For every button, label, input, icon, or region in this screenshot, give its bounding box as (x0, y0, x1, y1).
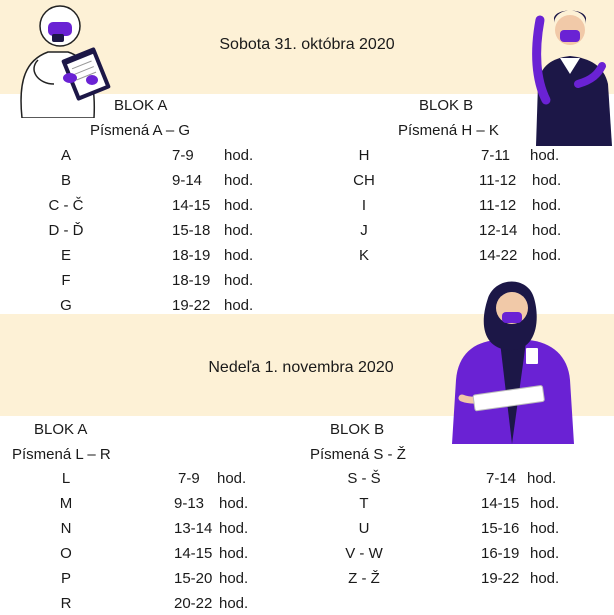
row-unit: hod. (219, 570, 249, 587)
row-time: 14-22 (479, 247, 518, 264)
row-time: 15-16 (481, 520, 520, 537)
row-unit: hod. (532, 247, 562, 264)
row-time: 7-14 (486, 470, 517, 487)
row-time: 9-13 (174, 495, 205, 512)
row-unit: hod. (219, 520, 249, 537)
row-unit: hod. (224, 247, 254, 264)
row-unit: hod. (224, 297, 254, 314)
row-time: 11-12 (479, 197, 517, 214)
row-time: 20-22 (174, 595, 213, 612)
row-letter: V - W (345, 545, 383, 562)
block-a-title: BLOK A (114, 97, 168, 114)
row-letter: A (60, 147, 71, 164)
row-letter: H (358, 147, 370, 164)
row-time: 7-9 (172, 147, 194, 164)
block-b-letters: Písmená S - Ž (310, 446, 406, 463)
block-b-title: BLOK B (419, 97, 474, 114)
block-a-title: BLOK A (34, 421, 88, 438)
row-letter: L (61, 470, 71, 487)
row-letter: D - Ď (48, 222, 84, 239)
row-unit: hod. (527, 470, 557, 487)
row-letter: S - Š (347, 470, 381, 487)
row-unit: hod. (224, 222, 254, 239)
row-time: 15-20 (174, 570, 213, 587)
row-unit: hod. (224, 272, 254, 289)
row-time: 13-14 (174, 520, 213, 537)
row-letter: O (60, 545, 72, 562)
row-letter: R (60, 595, 72, 612)
row-time: 7-9 (178, 470, 200, 487)
row-letter: CH (353, 172, 375, 189)
row-time: 14-15 (174, 545, 213, 562)
block-a-letters: Písmená L – R (12, 446, 111, 463)
row-unit: hod. (530, 147, 560, 164)
row-unit: hod. (532, 197, 562, 214)
row-unit: hod. (532, 222, 562, 239)
row-letter: N (60, 520, 72, 537)
row-unit: hod. (217, 470, 247, 487)
block-b-letters: Písmená H – K (398, 122, 499, 139)
row-unit: hod. (219, 595, 249, 612)
row-time: 11-12 (479, 172, 517, 189)
row-time: 16-19 (481, 545, 520, 562)
row-letter: U (358, 520, 370, 537)
nurse-illustration (448, 268, 578, 444)
row-unit: hod. (530, 520, 560, 537)
row-letter: T (359, 495, 369, 512)
row-unit: hod. (219, 545, 249, 562)
row-letter: Z - Ž (348, 570, 380, 587)
row-unit: hod. (532, 172, 562, 189)
row-unit: hod. (224, 147, 254, 164)
row-time: 18-19 (172, 247, 211, 264)
row-time: 19-22 (172, 297, 211, 314)
row-unit: hod. (530, 570, 560, 587)
row-unit: hod. (224, 197, 254, 214)
row-letter: P (60, 570, 71, 587)
row-letter: B (60, 172, 71, 189)
row-unit: hod. (530, 545, 560, 562)
row-time: 14-15 (172, 197, 211, 214)
row-unit: hod. (224, 172, 254, 189)
date-day2: Nedeľa 1. novembra 2020 (208, 359, 394, 376)
row-letter: M (59, 495, 73, 512)
row-letter: F (61, 272, 71, 289)
date-day1: Sobota 31. októbra 2020 (219, 36, 395, 53)
hazmat-worker-illustration (8, 0, 116, 118)
row-letter: K (358, 247, 369, 264)
row-letter: E (60, 247, 71, 264)
row-letter: J (360, 222, 368, 239)
row-time: 19-22 (481, 570, 520, 587)
block-b-title: BLOK B (330, 421, 385, 438)
row-unit: hod. (530, 495, 560, 512)
row-letter: I (361, 197, 367, 214)
row-time: 14-15 (481, 495, 520, 512)
row-time: 15-18 (172, 222, 211, 239)
row-letter: G (60, 297, 72, 314)
row-time: 18-19 (172, 272, 211, 289)
row-unit: hod. (219, 495, 249, 512)
block-a-letters: Písmená A – G (90, 122, 191, 139)
row-time: 12-14 (479, 222, 518, 239)
row-time: 9-14 (172, 172, 203, 189)
row-time: 7-11 (481, 147, 510, 164)
row-letter: C - Č (48, 197, 84, 214)
doctor-illustration (528, 0, 614, 146)
